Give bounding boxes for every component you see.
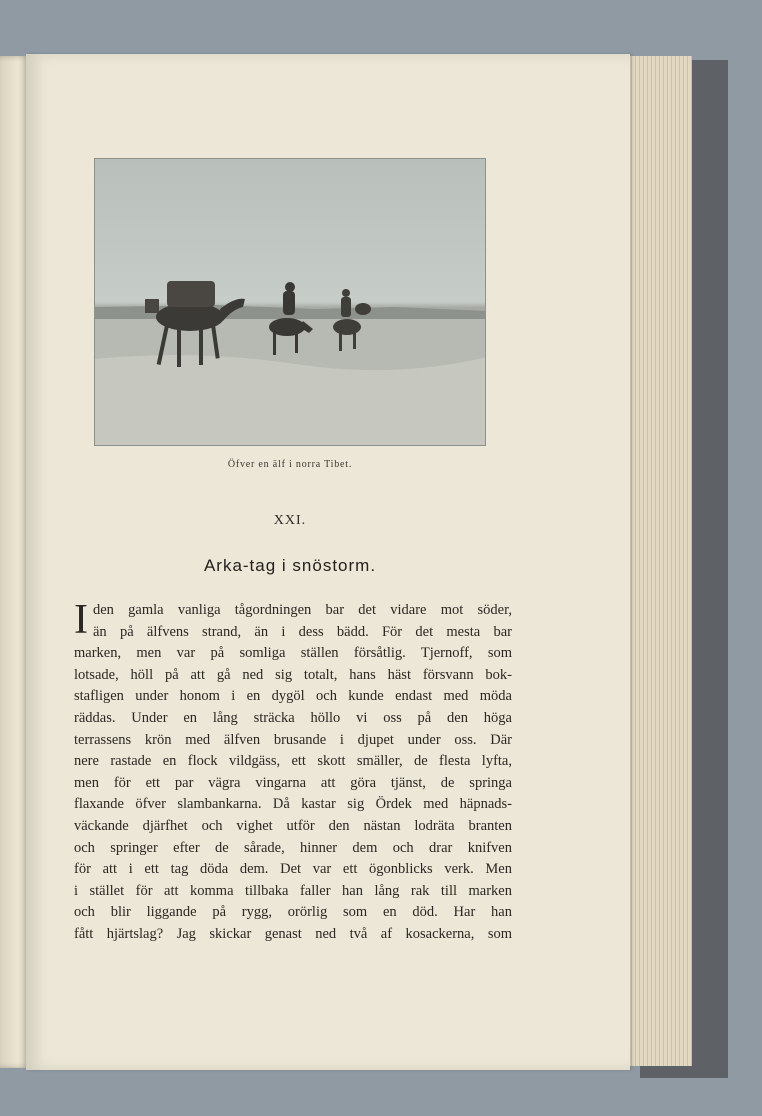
- text-line: än på älfvens strand, än i dess bädd. För det mesta bar: [93, 623, 512, 640]
- chapter-number: XXI.: [273, 513, 307, 528]
- body-text: [74, 597, 512, 946]
- text-line: men för ett par vägra vingarna att göra tjänst, de springa: [74, 774, 512, 791]
- text-line: terrassens krön med älfven brusande i djupet under oss. Där: [74, 731, 512, 748]
- text-line: och blir liggande på rygg, orörlig som en död. Har han: [74, 904, 512, 921]
- text-line: den gamla vanliga tågordningen bar det vidare mot söder,: [93, 602, 512, 618]
- text-line: räddas. Under en lång sträcka höllo vi oss på den höga: [74, 709, 512, 726]
- drop-cap: I: [74, 597, 88, 643]
- text-line: fått hjärtslag? Jag skickar genast ned två af kosackerna, som: [74, 925, 512, 942]
- caravan-photo: [94, 158, 486, 446]
- text-line: marken, men var på somliga ställen försåtlig. Tjernoff, som: [74, 645, 512, 662]
- photo-caption: Öfver en älf i norra Tibet.: [227, 459, 353, 470]
- caravan-photo-icon: [95, 159, 486, 446]
- text-line: för att i ett tag döda dem. Det var ett ögonblicks verk. Men: [74, 861, 512, 878]
- chapter-title: Arka-tag i snöstorm.: [203, 556, 377, 575]
- text-line: stafligen under honom i en dygöl och kunde endast med möda: [74, 688, 512, 705]
- text-line: flaxande öfver slambankarna. Då kastar sig Ördek med häpnads-: [74, 796, 512, 813]
- text-line: nere rastade en flock vildgäss, ett skott smäller, de flesta lyfta,: [74, 753, 512, 770]
- text-line: lotsade, höll på att gå ned sig totalt, hans häst försvann bok-: [74, 666, 512, 683]
- text-line: i stället för att komma tillbaka faller han lång rak till marken: [74, 882, 512, 899]
- text-line: väckande djärfhet och vighet utför den nästan lodräta branten: [74, 817, 512, 834]
- text-line: och springer efter de sårade, hinner dem och drar knifven: [74, 839, 512, 856]
